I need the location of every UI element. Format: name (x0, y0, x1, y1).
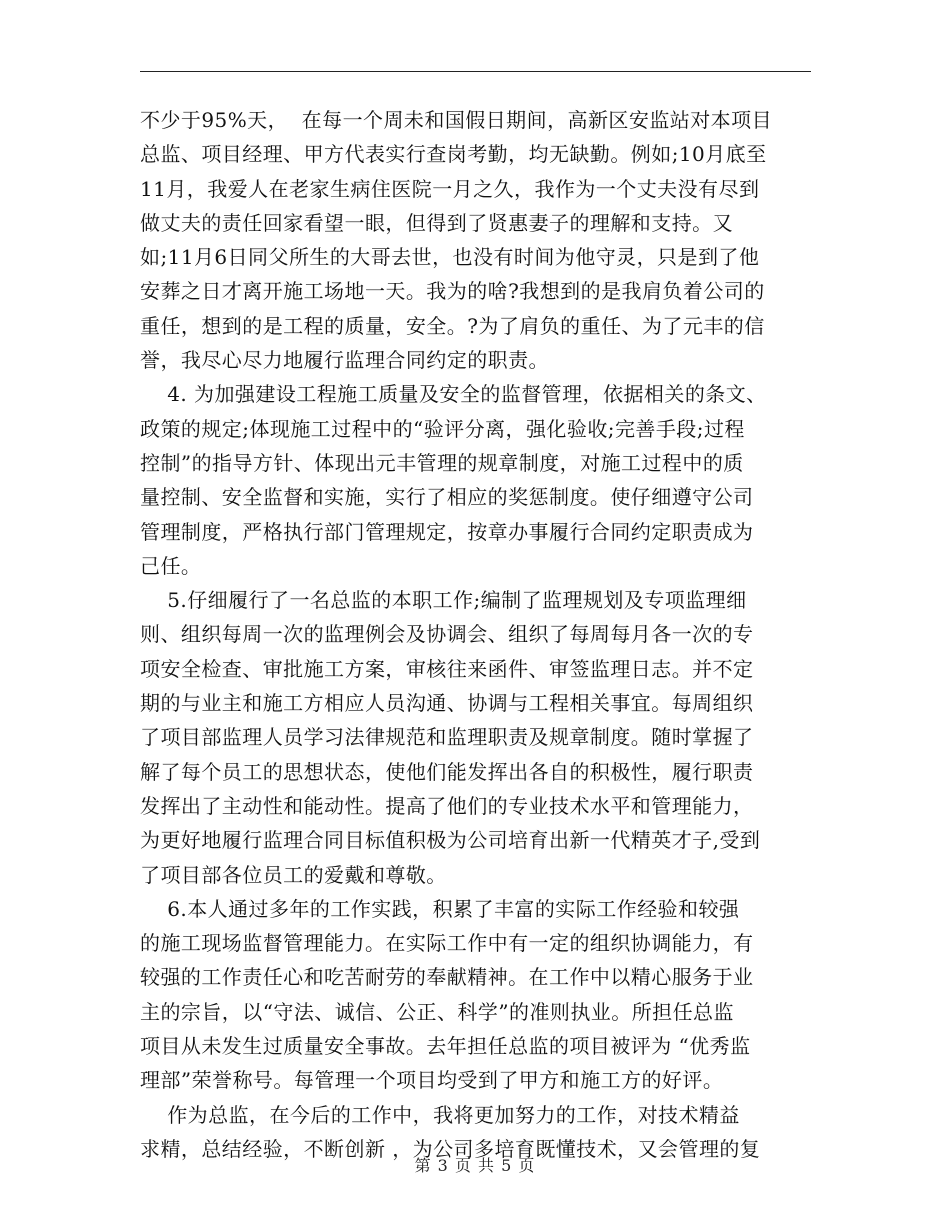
text-line: 己任。 (140, 553, 202, 578)
text-line: 了项目部各位员工的爱戴和尊敬。 (140, 862, 447, 887)
text-line: 11月，我爱人在老家生病住医院一月之久，我作为一个丈夫没有尽到 (140, 176, 760, 201)
text-line: 誉，我尽心尽力地履行监理合同约定的职责。 (140, 348, 549, 373)
text-line: 了项目部监理人员学习法律规范和监理职责及规章制度。随时掌握了 (140, 725, 754, 750)
text-line: 4. 为加强建设工程施工质量及安全的监督管理，依据相关的条文、 (140, 382, 767, 407)
text-line: 安葬之日才离开施工场地一天。我为的啥?我想到的是我肩负着公司的 (140, 279, 765, 304)
text-line: 政策的规定;体现施工过程中的“验评分离，强化验收;完善手段;过程 (140, 416, 745, 441)
text-line: 总监、项目经理、甲方代表实行查岗考勤，均无缺勤。例如;10月底至 (140, 142, 767, 167)
text-line: 项安全检查、审批施工方案，审核往来函件、审签监理日志。并不定 (140, 656, 754, 681)
text-line: 主的宗旨，以“守法、诚信、公正、科学”的准则执业。所担任总监 (140, 999, 734, 1024)
text-line: 理部”荣誉称号。每管理一个项目均受到了甲方和施工方的好评。 (140, 1068, 724, 1093)
text-line: 求精，总结经验，不断创新 ，为公司多培育既懂技术，又会管理的复 (140, 1136, 761, 1161)
text-line: 期的与业主和施工方相应人员沟通、协调与工程相关事宜。每周组织 (140, 691, 754, 716)
text-line: 的施工现场监督管理能力。在实际工作中有一定的组织协调能力，有 (140, 931, 754, 956)
header-rule (140, 71, 811, 72)
text-line: 则、组织每周一次的监理例会及协调会、组织了每周每月各一次的专 (140, 622, 754, 647)
text-line: 为更好地履行监理合同目标值积极为公司培育出新一代精英才子,受到 (140, 828, 761, 853)
text-line: 做丈夫的责任回家看望一眼，但得到了贤惠妻子的理解和支持。又 (140, 210, 734, 235)
text-line: 6.本人通过多年的工作实践，积累了丰富的实际工作经验和较强 (140, 896, 740, 921)
text-line: 发挥出了主动性和能动性。提高了他们的专业技术水平和管理能力， (140, 793, 754, 818)
page-number-footer: 第 3 页 共 5 页 (414, 1156, 536, 1175)
text-line: 5.仔细履行了一名总监的本职工作;编制了监理规划及专项监理细 (140, 588, 747, 613)
text-line: 作为总监，在今后的工作中，我将更加努力的工作，对技术精益 (140, 1102, 740, 1127)
text-line: 管理制度，严格执行部门管理规定，按章办事履行合同约定职责成为 (140, 519, 754, 544)
text-line: 重任，想到的是工程的质量，安全。?为了肩负的重任、为了元丰的信 (140, 313, 765, 338)
text-line: 解了每个员工的思想状态，使他们能发挥出各自的积极性，履行职责 (140, 759, 754, 784)
text-line: 量控制、安全监督和实施，实行了相应的奖惩制度。使仔细遵守公司 (140, 485, 754, 510)
body-text (140, 103, 820, 1166)
text-line: 控制”的指导方针、体现出元丰管理的规章制度，对施工过程中的质 (140, 450, 744, 475)
text-line: 不少于95%天， 在每一个周未和国假日期间，高新区安监站对本项目 (140, 108, 773, 132)
text-line: 较强的工作责任心和吃苦耐劳的奉献精神。在工作中以精心服务于业 (140, 965, 754, 990)
text-line: 如;11月6日同父所生的大哥去世，也没有时间为他守灵，只是到了他 (140, 245, 760, 270)
text-line: 项目从未发生过质量安全事故。去年担任总监的项目被评为 “优秀监 (140, 1034, 751, 1059)
